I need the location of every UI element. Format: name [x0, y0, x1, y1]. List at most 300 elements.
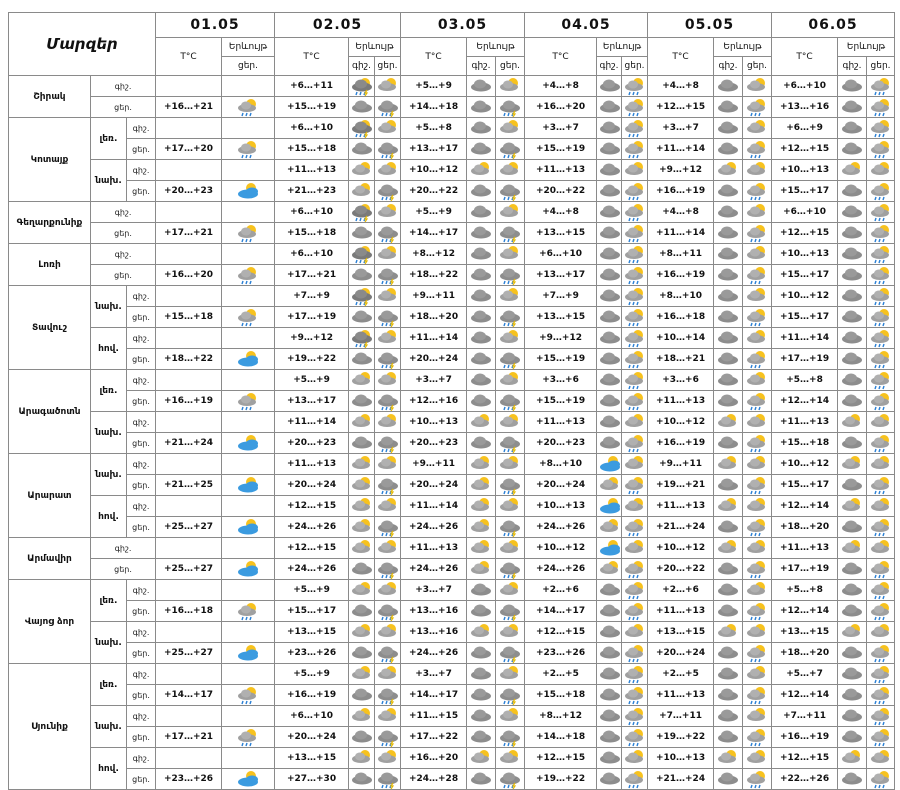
cloud-icon	[467, 286, 496, 307]
date-header: 05.05	[648, 13, 772, 38]
temperature-cell: +3…+7	[648, 118, 714, 139]
partly-cloudy-icon	[743, 160, 772, 181]
temperature-cell: +17…+20	[156, 139, 222, 160]
partly-cloudy-icon	[375, 118, 401, 139]
sun-cloud-rain-icon	[622, 370, 648, 391]
night-subheader: գիշ.	[838, 57, 867, 76]
cloud-icon	[467, 244, 496, 265]
cloud-icon	[838, 727, 867, 748]
cloud-icon	[714, 391, 743, 412]
sun-cloud-rain-icon	[622, 433, 648, 454]
temperature-cell: +11…+14	[648, 223, 714, 244]
cloud-icon	[349, 97, 375, 118]
temperature-cell: +15…+18	[525, 685, 597, 706]
sun-cloud-shower-icon	[222, 685, 275, 706]
temperature-cell: +25…+27	[156, 643, 222, 664]
table-row	[9, 265, 895, 286]
sun-cloud-rain-icon	[867, 391, 895, 412]
temperature-cell: +15…+17	[275, 601, 349, 622]
temperature-cell	[156, 412, 222, 433]
sun-cloud-rain-icon	[622, 769, 648, 790]
subzone-label: հով.	[91, 748, 127, 790]
cloud-icon	[714, 664, 743, 685]
temperature-cell: +11…+13	[772, 412, 838, 433]
temperature-cell	[156, 370, 222, 391]
table-row	[9, 748, 895, 769]
temperature-cell: +12…+14	[772, 685, 838, 706]
partly-cloudy-icon	[838, 622, 867, 643]
weather-header: Երևույթ	[714, 38, 772, 57]
temperature-cell: +5…+8	[772, 370, 838, 391]
temperature-cell	[156, 748, 222, 769]
sun-cloud-shower-icon	[867, 706, 895, 727]
partly-cloudy-icon	[743, 76, 772, 97]
temperature-cell: +11…+15	[401, 706, 467, 727]
temperature-cell: +15…+19	[525, 139, 597, 160]
table-row	[9, 223, 895, 244]
cloud-icon	[467, 349, 496, 370]
sun-cloud-shower-icon	[222, 139, 275, 160]
cloud-rain-icon	[375, 433, 401, 454]
partly-cloudy-icon	[622, 622, 648, 643]
sun-cloud-icon	[222, 349, 275, 370]
table-row	[9, 454, 895, 475]
weather-cell	[222, 160, 275, 181]
partly-cloudy-icon	[622, 538, 648, 559]
partly-cloudy-icon	[838, 412, 867, 433]
daypart-label: ցեր.	[127, 643, 156, 664]
partly-cloudy-icon	[743, 538, 772, 559]
temperature-cell: +17…+22	[401, 727, 467, 748]
temperature-cell	[156, 496, 222, 517]
sun-cloud-rain-icon	[622, 307, 648, 328]
temperature-cell: +9…+11	[648, 454, 714, 475]
partly-cloudy-icon	[838, 496, 867, 517]
temperature-cell: +15…+18	[275, 139, 349, 160]
cloud-icon	[467, 769, 496, 790]
subzone-label: լեռ.	[91, 118, 127, 160]
table-row	[9, 160, 895, 181]
temperature-cell: +17…+19	[772, 559, 838, 580]
partly-cloudy-icon	[743, 118, 772, 139]
cloud-rain-icon	[375, 643, 401, 664]
partly-cloudy-icon	[496, 370, 525, 391]
cloud-icon	[838, 223, 867, 244]
daypart-label: ցեր.	[127, 307, 156, 328]
daypart-label: գիշ.	[91, 538, 156, 559]
temperature-cell: +19…+22	[275, 349, 349, 370]
cloud-icon	[467, 307, 496, 328]
partly-cloudy-icon	[622, 160, 648, 181]
table-row	[9, 328, 895, 349]
temperature-cell: +9…+11	[401, 454, 467, 475]
temperature-cell: +10…+12	[648, 412, 714, 433]
temp-header: T°C	[525, 38, 597, 76]
temperature-cell: +15…+19	[525, 349, 597, 370]
temperature-cell: +4…+8	[525, 76, 597, 97]
temperature-cell: +10…+14	[648, 328, 714, 349]
cloud-rain-icon	[496, 265, 525, 286]
temperature-cell: +10…+12	[648, 538, 714, 559]
cloud-icon	[467, 706, 496, 727]
region-name: Արմավիր	[9, 538, 91, 580]
forecast-table	[8, 12, 895, 790]
table-row	[9, 475, 895, 496]
cloud-icon	[597, 202, 622, 223]
temperature-cell: +11…+13	[648, 496, 714, 517]
weather-header: Երևույթ	[597, 38, 648, 57]
partly-cloudy-icon	[496, 454, 525, 475]
temperature-cell: +16…+20	[401, 748, 467, 769]
cloud-icon	[838, 664, 867, 685]
temperature-cell: +2…+5	[525, 664, 597, 685]
sun-cloud-rain-icon	[622, 181, 648, 202]
cloud-icon	[714, 601, 743, 622]
partly-cloudy-icon	[375, 454, 401, 475]
partly-cloudy-icon	[375, 748, 401, 769]
cloud-rain-icon	[496, 223, 525, 244]
temperature-cell: +11…+13	[401, 538, 467, 559]
partly-cloudy-icon	[743, 244, 772, 265]
cloud-icon	[597, 769, 622, 790]
sun-cloud-shower-icon	[222, 601, 275, 622]
cloud-icon	[597, 265, 622, 286]
cloud-icon	[714, 580, 743, 601]
sun-cloud-rain-icon	[622, 559, 648, 580]
temperature-cell: +14…+17	[401, 685, 467, 706]
daypart-label: գիշ.	[127, 286, 156, 307]
temperature-cell: +5…+7	[772, 664, 838, 685]
temperature-cell: +24…+26	[401, 517, 467, 538]
temperature-cell: +12…+15	[772, 223, 838, 244]
partly-cloudy-icon	[496, 706, 525, 727]
sun-cloud-rain-icon	[743, 223, 772, 244]
temperature-cell: +5…+9	[401, 202, 467, 223]
temperature-cell: +22…+26	[772, 769, 838, 790]
weather-cell	[222, 202, 275, 223]
temperature-cell	[156, 622, 222, 643]
temperature-cell: +21…+24	[648, 769, 714, 790]
date-header: 04.05	[525, 13, 648, 38]
temperature-cell: +27…+30	[275, 769, 349, 790]
temperature-cell: +11…+13	[275, 454, 349, 475]
cloud-icon	[349, 223, 375, 244]
temperature-cell: +13…+17	[401, 139, 467, 160]
cloud-icon	[714, 265, 743, 286]
temperature-cell: +6…+10	[525, 244, 597, 265]
partly-cloudy-icon	[743, 202, 772, 223]
cloud-icon	[349, 559, 375, 580]
weather-cell	[222, 664, 275, 685]
temperature-cell: +11…+13	[648, 685, 714, 706]
temperature-cell: +10…+12	[772, 454, 838, 475]
sun-cloud-rain-icon	[743, 727, 772, 748]
cloud-icon	[838, 580, 867, 601]
cloud-rain-icon	[375, 181, 401, 202]
cloud-icon	[467, 97, 496, 118]
region-name: Վայոց ձոր	[9, 580, 91, 664]
subzone-label: լեռ.	[91, 370, 127, 412]
cloud-icon	[838, 601, 867, 622]
partly-cloudy-icon	[375, 328, 401, 349]
cloud-icon	[349, 769, 375, 790]
sun-cloud-shower-icon	[222, 307, 275, 328]
temperature-cell: +6…+9	[772, 118, 838, 139]
cloud-icon	[597, 223, 622, 244]
sun-cloud-rain-icon	[622, 202, 648, 223]
partly-cloudy-icon	[838, 538, 867, 559]
partly-cloudy-icon	[349, 412, 375, 433]
table-row	[9, 370, 895, 391]
day-subheader: ցեր.	[867, 57, 895, 76]
temperature-cell: +15…+18	[772, 433, 838, 454]
cloud-icon	[838, 370, 867, 391]
daypart-label: ցեր.	[127, 769, 156, 790]
sun-cloud-shower-icon	[222, 727, 275, 748]
partly-cloudy-icon	[496, 538, 525, 559]
sun-cloud-rain-icon	[867, 601, 895, 622]
sun-cloud-rain-icon	[867, 475, 895, 496]
cloud-icon	[467, 223, 496, 244]
temperature-cell: +16…+20	[525, 97, 597, 118]
partly-cloudy-icon	[714, 538, 743, 559]
partly-cloudy-icon	[743, 454, 772, 475]
cloud-icon	[838, 265, 867, 286]
cloud-icon	[597, 160, 622, 181]
partly-cloudy-icon	[467, 412, 496, 433]
table-row	[9, 244, 895, 265]
sun-cloud-rain-icon	[622, 223, 648, 244]
sun-cloud-shower-icon	[867, 118, 895, 139]
partly-cloudy-icon	[467, 475, 496, 496]
temperature-cell: +4…+8	[648, 76, 714, 97]
sun-cloud-icon	[597, 538, 622, 559]
temperature-cell: +19…+22	[648, 727, 714, 748]
table-row	[9, 97, 895, 118]
temperature-cell: +25…+27	[156, 559, 222, 580]
partly-cloudy-icon	[375, 622, 401, 643]
temperature-cell: +14…+18	[401, 97, 467, 118]
subzone-label: նախ.	[91, 454, 127, 496]
partly-cloudy-icon	[867, 538, 895, 559]
table-row	[9, 433, 895, 454]
cloud-rain-icon	[496, 307, 525, 328]
night-subheader: գիշ.	[349, 57, 375, 76]
sun-cloud-rain-icon	[622, 328, 648, 349]
table-row	[9, 202, 895, 223]
partly-cloudy-icon	[496, 160, 525, 181]
partly-cloudy-icon	[375, 706, 401, 727]
sun-cloud-icon	[222, 475, 275, 496]
daypart-label: գիշ.	[127, 160, 156, 181]
cloud-icon	[597, 412, 622, 433]
cloud-icon	[838, 349, 867, 370]
partly-cloudy-icon	[743, 748, 772, 769]
partly-cloudy-icon	[349, 475, 375, 496]
table-row	[9, 286, 895, 307]
cloud-rain-icon	[496, 181, 525, 202]
cloud-icon	[714, 307, 743, 328]
cloud-icon	[597, 748, 622, 769]
cloud-rain-icon	[375, 265, 401, 286]
temperature-cell: +23…+26	[525, 643, 597, 664]
table-row	[9, 601, 895, 622]
partly-cloudy-icon	[349, 181, 375, 202]
sun-cloud-rain-icon	[743, 517, 772, 538]
temp-header: T°C	[156, 38, 222, 76]
cloud-icon	[597, 76, 622, 97]
cloud-icon	[467, 139, 496, 160]
partly-cloudy-icon	[467, 622, 496, 643]
daypart-label: գիշ.	[91, 76, 156, 97]
sun-cloud-rain-icon	[622, 139, 648, 160]
sun-cloud-rain-icon	[867, 769, 895, 790]
temperature-cell: +20…+22	[525, 181, 597, 202]
temperature-cell: +9…+11	[401, 286, 467, 307]
temperature-cell: +18…+22	[401, 265, 467, 286]
cloud-rain-icon	[375, 727, 401, 748]
region-name: Կոտայք	[9, 118, 91, 202]
temperature-cell: +21…+24	[648, 517, 714, 538]
table-row	[9, 496, 895, 517]
daypart-label: ցեր.	[127, 517, 156, 538]
temperature-cell: +11…+13	[648, 601, 714, 622]
temperature-cell: +12…+14	[772, 391, 838, 412]
sun-cloud-rain-icon	[867, 433, 895, 454]
temp-header: T°C	[772, 38, 838, 76]
daypart-label: ցեր.	[91, 265, 156, 286]
temperature-cell: +20…+24	[525, 475, 597, 496]
sun-cloud-rain-icon	[743, 391, 772, 412]
temperature-cell: +10…+13	[525, 496, 597, 517]
cloud-icon	[597, 181, 622, 202]
temperature-cell: +10…+13	[401, 412, 467, 433]
temperature-cell: +10…+13	[772, 160, 838, 181]
temperature-cell	[156, 580, 222, 601]
cloud-icon	[838, 307, 867, 328]
subzone-label: նախ.	[91, 706, 127, 748]
cloud-icon	[467, 664, 496, 685]
cloud-icon	[714, 97, 743, 118]
temperature-cell	[156, 202, 222, 223]
temperature-cell: +20…+22	[401, 181, 467, 202]
sun-cloud-shower-icon	[867, 202, 895, 223]
temperature-cell: +20…+23	[525, 433, 597, 454]
sun-cloud-shower-icon	[867, 328, 895, 349]
cloud-icon	[838, 433, 867, 454]
cloud-icon	[838, 643, 867, 664]
temperature-cell	[156, 664, 222, 685]
cloud-icon	[838, 76, 867, 97]
subzone-label: նախ.	[91, 622, 127, 664]
daypart-label: գիշ.	[127, 748, 156, 769]
temperature-cell: +20…+24	[275, 727, 349, 748]
temperature-cell	[156, 328, 222, 349]
partly-cloudy-icon	[467, 517, 496, 538]
partly-cloudy-icon	[375, 412, 401, 433]
sun-cloud-shower-icon	[222, 97, 275, 118]
cloud-icon	[838, 244, 867, 265]
partly-cloudy-icon	[743, 622, 772, 643]
sun-cloud-rain-icon	[867, 559, 895, 580]
temperature-cell: +20…+23	[275, 433, 349, 454]
cloud-icon	[838, 769, 867, 790]
daypart-label: գիշ.	[127, 622, 156, 643]
temperature-cell: +12…+16	[401, 391, 467, 412]
sun-cloud-rain-icon	[622, 580, 648, 601]
sun-cloud-icon	[222, 559, 275, 580]
partly-cloudy-icon	[467, 496, 496, 517]
cloud-rain-icon	[375, 391, 401, 412]
temperature-cell: +20…+22	[648, 559, 714, 580]
daypart-label: ցեր.	[91, 559, 156, 580]
sun-storm-rain-icon	[349, 286, 375, 307]
sun-cloud-rain-icon	[743, 139, 772, 160]
weather-cell	[222, 622, 275, 643]
day-subheader: ցեր.	[375, 57, 401, 76]
cloud-icon	[597, 391, 622, 412]
sun-cloud-rain-icon	[743, 559, 772, 580]
temperature-cell: +18…+20	[772, 643, 838, 664]
sun-cloud-icon	[222, 433, 275, 454]
daypart-label: ցեր.	[91, 97, 156, 118]
cloud-icon	[838, 517, 867, 538]
temperature-cell: +5…+9	[275, 370, 349, 391]
temperature-cell: +13…+15	[648, 622, 714, 643]
cloud-icon	[467, 181, 496, 202]
day-subheader: ցեր.	[222, 57, 275, 76]
sun-cloud-rain-icon	[622, 118, 648, 139]
temperature-cell: +13…+15	[275, 622, 349, 643]
cloud-icon	[838, 286, 867, 307]
partly-cloudy-icon	[867, 622, 895, 643]
cloud-icon	[467, 328, 496, 349]
day-subheader: ցեր.	[743, 57, 772, 76]
cloud-icon	[838, 202, 867, 223]
weather-cell	[222, 748, 275, 769]
table-row	[9, 517, 895, 538]
sun-cloud-shower-icon	[867, 370, 895, 391]
temperature-cell: +13…+16	[772, 97, 838, 118]
sun-cloud-rain-icon	[743, 433, 772, 454]
date-header: 06.05	[772, 13, 895, 38]
daypart-label: ցեր.	[127, 685, 156, 706]
weather-cell	[222, 706, 275, 727]
temperature-cell: +10…+12	[525, 538, 597, 559]
daypart-label: գիշ.	[127, 664, 156, 685]
cloud-rain-icon	[496, 685, 525, 706]
temperature-cell: +13…+15	[275, 748, 349, 769]
temperature-cell: +12…+15	[772, 139, 838, 160]
cloud-icon	[838, 706, 867, 727]
table-row	[9, 118, 895, 139]
partly-cloudy-icon	[743, 370, 772, 391]
cloud-icon	[597, 622, 622, 643]
temperature-cell: +13…+17	[275, 391, 349, 412]
daypart-label: գիշ.	[127, 496, 156, 517]
temperature-cell: +11…+14	[401, 328, 467, 349]
sun-storm-rain-icon	[349, 76, 375, 97]
night-subheader: գիշ.	[597, 57, 622, 76]
cloud-rain-icon	[375, 307, 401, 328]
temperature-cell: +17…+19	[772, 349, 838, 370]
partly-cloudy-icon	[867, 454, 895, 475]
temp-header: T°C	[275, 38, 349, 76]
temperature-cell: +11…+13	[772, 538, 838, 559]
temperature-cell: +12…+15	[275, 538, 349, 559]
sun-cloud-rain-icon	[622, 265, 648, 286]
temp-header: T°C	[401, 38, 467, 76]
